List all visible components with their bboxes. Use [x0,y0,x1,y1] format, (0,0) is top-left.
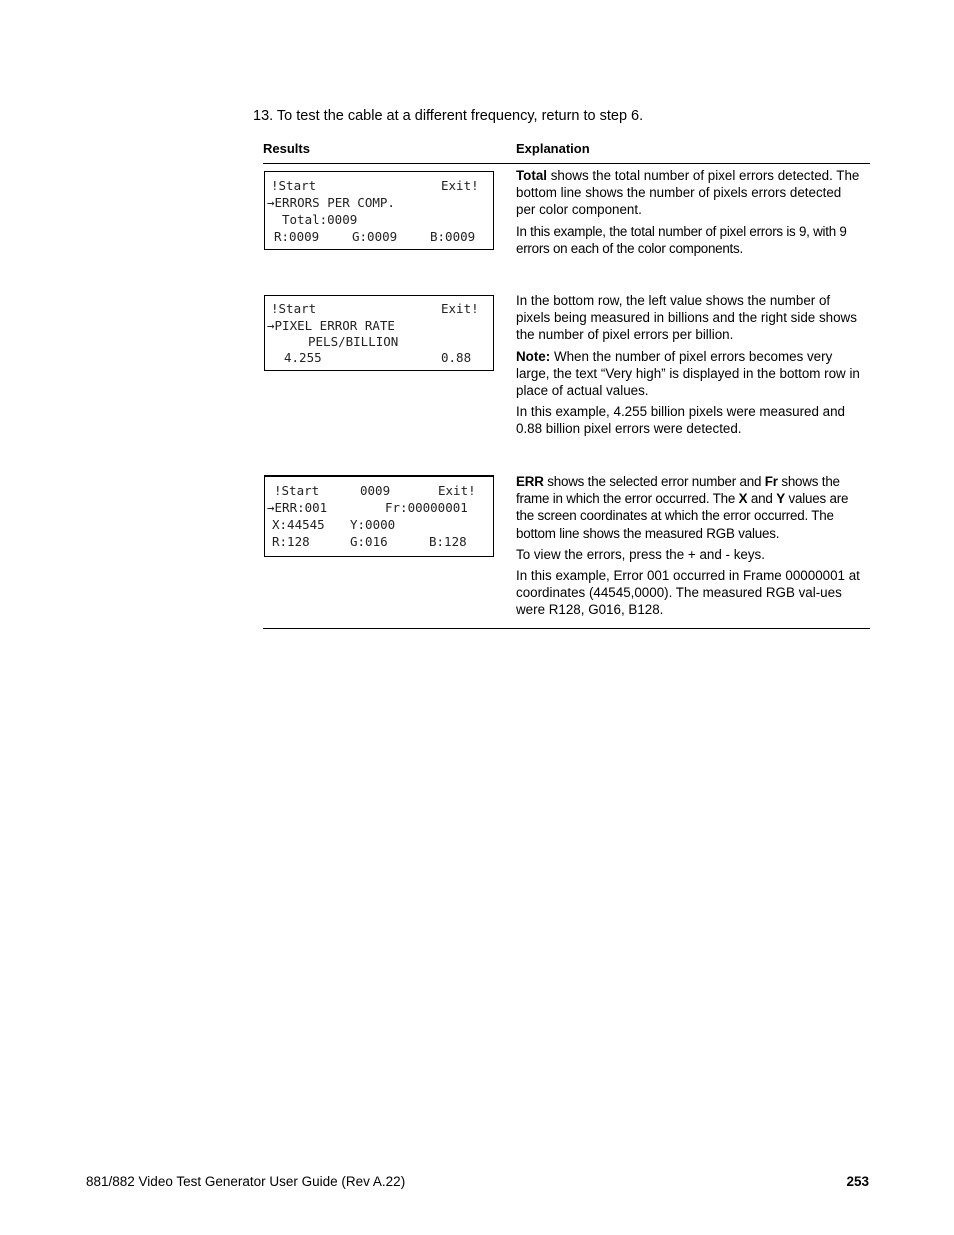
lcd-text: R:0009 [274,229,320,244]
text: values are the screen coordinates at which the error occurred. The bottom line shows the measured RGB values. [516,491,849,541]
explanation-header: Explanation [516,141,590,156]
lcd-text: PELS/BILLION [308,334,399,349]
lcd-line [265,194,493,211]
lcd-line [265,499,493,516]
lcd-line [265,211,493,228]
lcd-line [265,317,493,334]
text: In this example, Error 001 occurred in Frame 00000001 at coordinates (44545,0000). The measured RGB val-ues were R128, G016, B128. [516,568,860,618]
lcd-text: →ERR:001 [267,500,328,515]
header-rule [263,163,870,164]
lcd-text: Exit! [438,483,476,498]
explanation-error-detail [516,473,860,623]
lcd-text: Exit! [441,178,479,193]
lcd-text: !Start [271,178,317,193]
lcd-text: B:0009 [430,229,476,244]
term: Note: [516,348,551,364]
paragraph [516,546,860,563]
lcd-display-error-detail [264,475,494,557]
footer-title: 881/882 Video Test Generator User Guide (Rev A.22) [86,1174,406,1189]
lcd-line [265,228,493,245]
text: shows the selected error number and [543,474,765,489]
lcd-text: 0009 [360,483,391,498]
lcd-text: →PIXEL ERROR RATE [267,318,395,333]
explanation-total [516,167,860,261]
lcd-line [265,349,493,366]
lcd-text: G:016 [350,534,388,549]
text: shows the frame in which the error occurred. The [516,474,840,507]
lcd-text: 4.255 [284,350,322,365]
lcd-text: B:128 [429,534,467,549]
lcd-display-pixel-error-rate [264,295,494,371]
text: In this example, the total number of pixel errors is 9, with 9 errors on each of the color components. [516,223,847,256]
results-header: Results [263,141,310,156]
term: Fr [764,474,778,489]
paragraph [516,567,860,619]
text: shows the total number of pixel errors detected. The bottom line shows the number of pixels errors detected per color component. [516,168,860,218]
step-instruction: 13. To test the cable at a different frequency, return to step 6. [253,108,644,124]
text: When the number of pixel errors becomes very large, the text “Very high” is displayed in the bottom row in place of actual values. [516,348,860,399]
text: In the bottom row, the left value shows the number of pixels being measured in billions and the right side shows the number of pixel errors per billion. [516,293,857,343]
paragraph [516,403,860,437]
lcd-line [265,516,493,533]
paragraph [516,223,860,257]
lcd-text: Total:0009 [282,212,358,227]
paragraph [516,348,860,400]
text: and [747,491,777,507]
lcd-text: X:44545 [272,517,325,532]
text: To view the errors, press the + and - keys. [516,546,765,562]
text: In this example, 4.255 billion pixels were measured and 0.88 billion pixel errors were detected. [516,404,845,437]
lcd-text: G:0009 [352,229,398,244]
lcd-line [265,334,493,349]
paragraph [516,167,860,219]
table-bottom-rule [263,628,870,629]
paragraph [516,292,860,344]
page-number: 253 [846,1174,869,1189]
lcd-line [265,482,493,499]
lcd-text: →ERRORS PER COMP. [267,195,395,210]
lcd-line [265,300,493,317]
paragraph [516,473,860,542]
lcd-text: R:128 [272,534,310,549]
lcd-line [265,177,493,194]
lcd-text: !Start [274,483,320,498]
lcd-text: !Start [271,301,317,316]
lcd-text: Exit! [441,301,479,316]
explanation-pixel-error-rate [516,292,860,442]
lcd-text: 0.88 [441,350,472,365]
lcd-display-errors-per-comp [264,171,494,250]
term: X [738,491,748,507]
term: ERR [516,474,544,489]
lcd-text: Y:0000 [350,517,396,532]
term: Y [776,491,785,507]
lcd-text: Fr:00000001 [385,500,468,515]
term: Total [516,168,547,183]
lcd-line [265,533,493,550]
